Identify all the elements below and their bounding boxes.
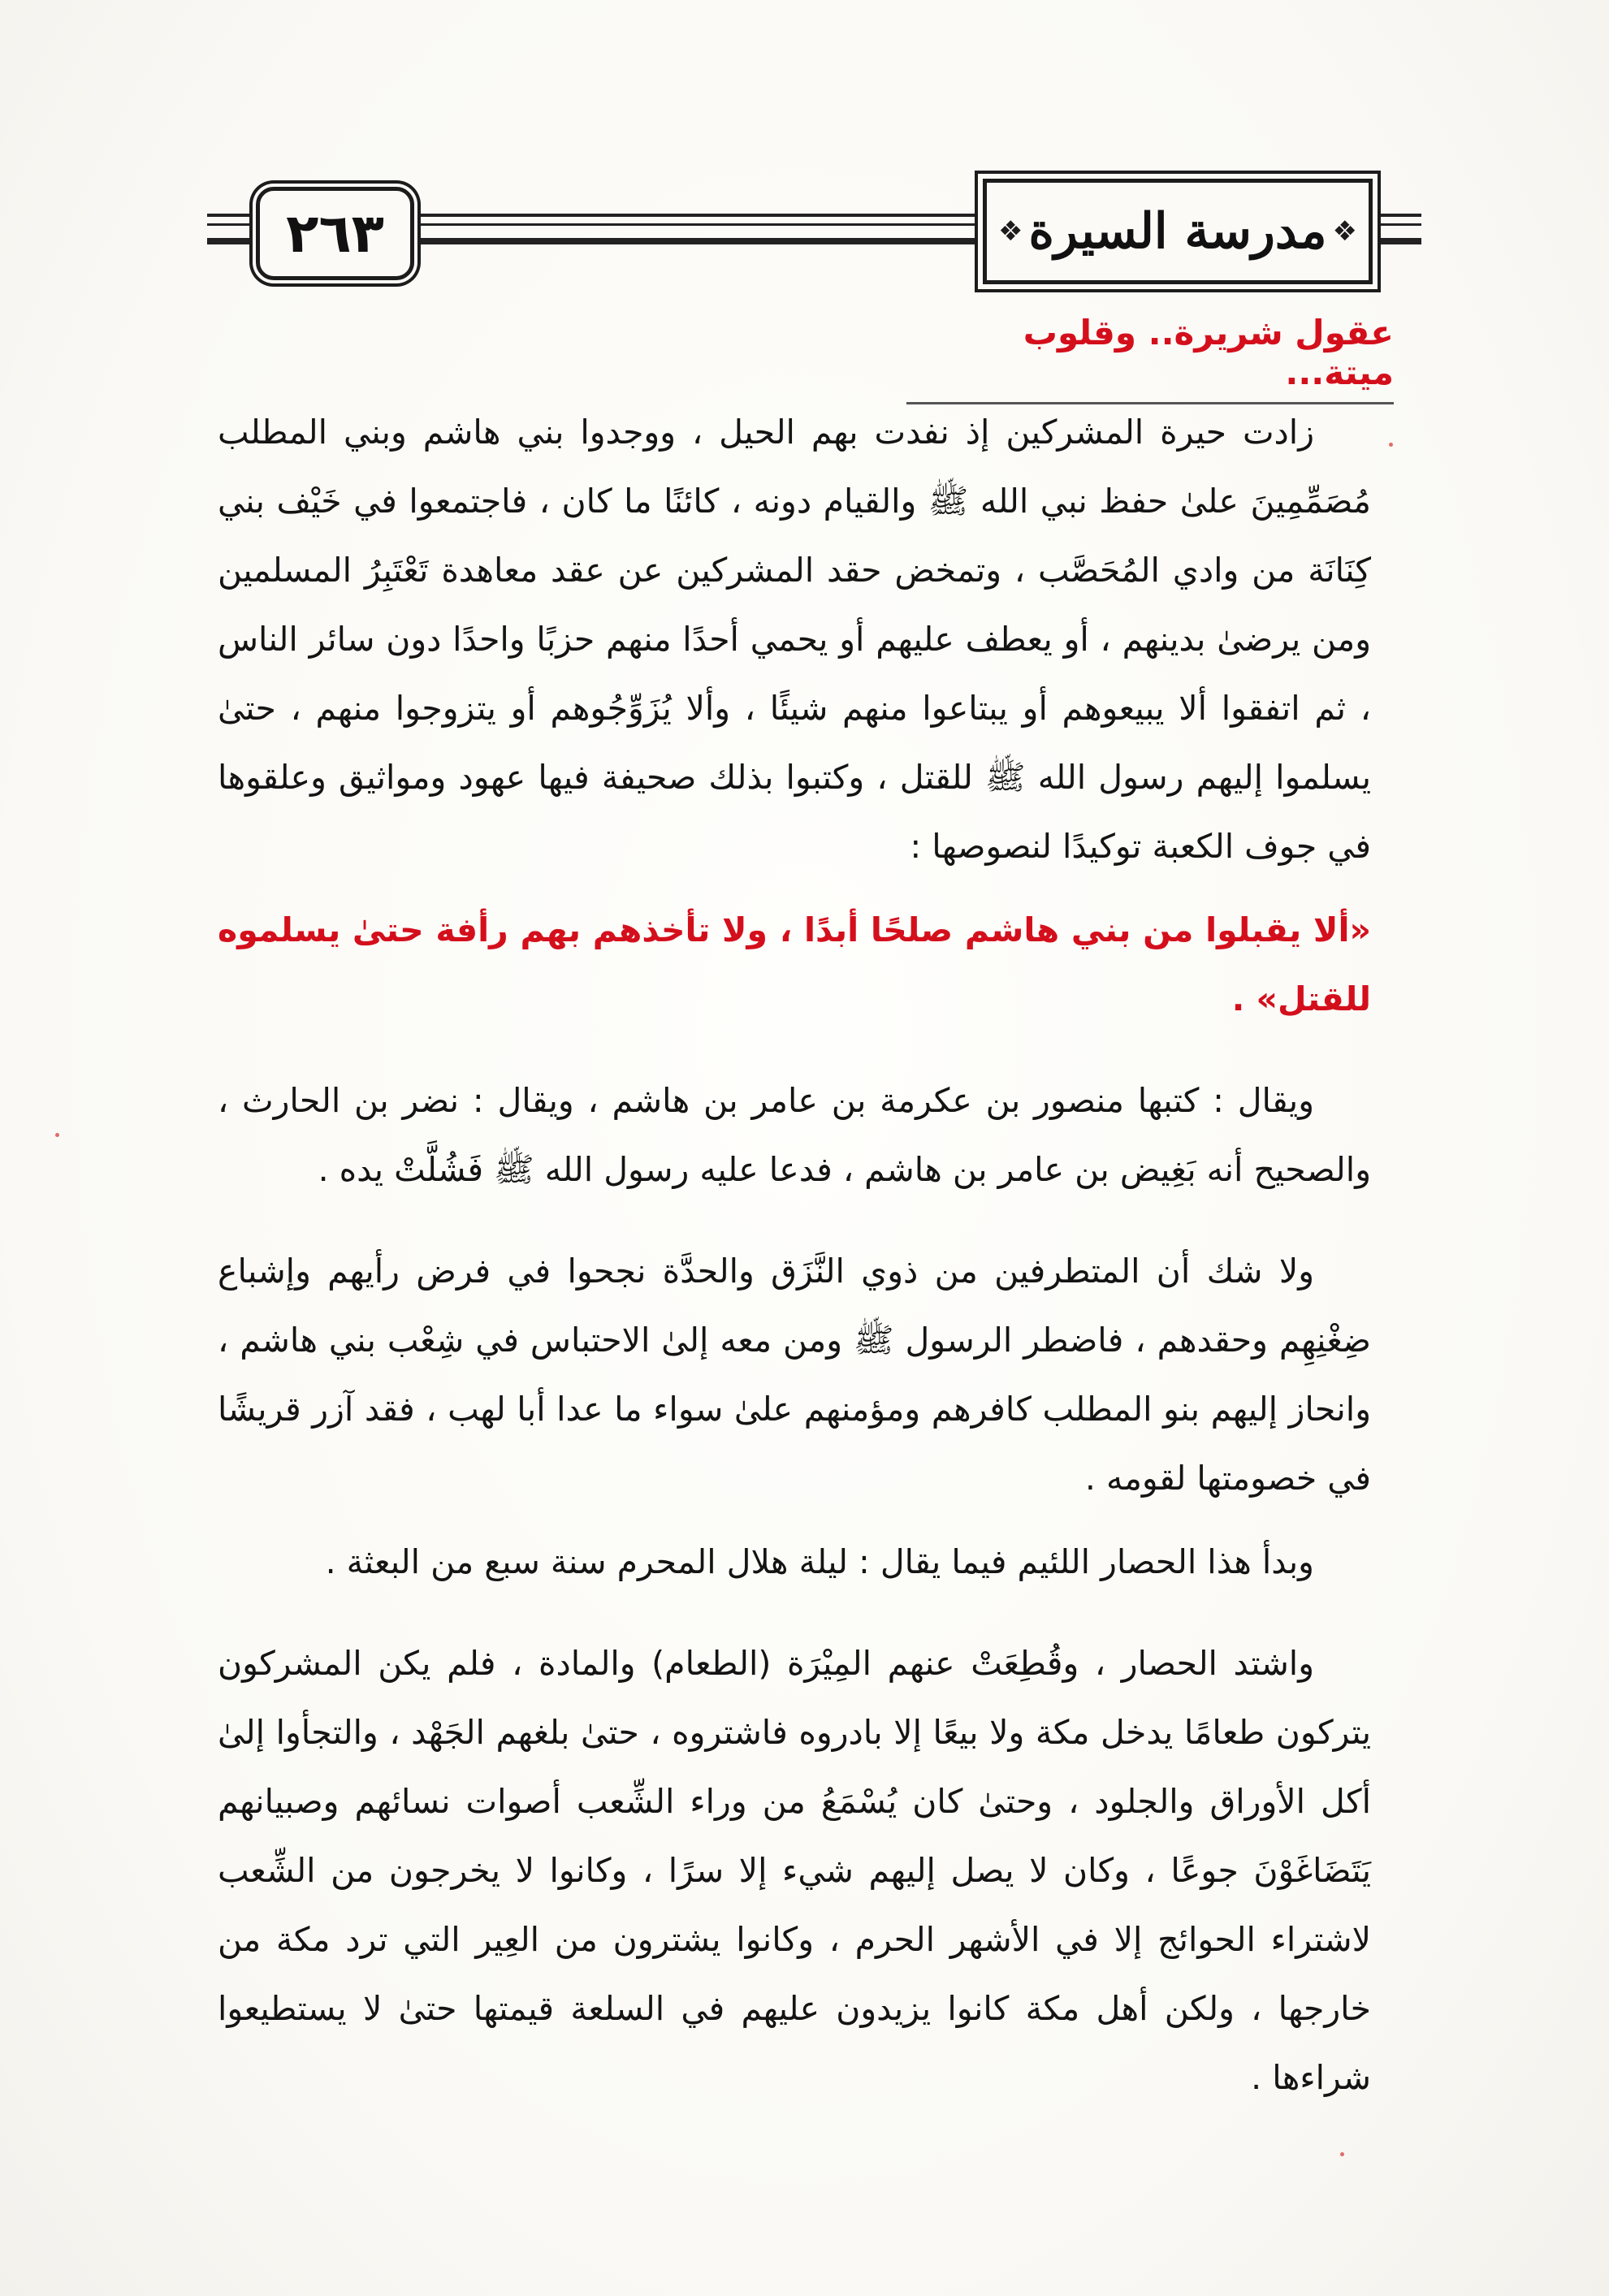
quote-paragraph: «ألا يقبلوا من بني هاشم صلحًا أبدًا ، ولا تأخذهم بهم رأفة حتىٰ يسلموه للقتل» . [218,910,1371,1018]
scan-speck [1340,2152,1344,2156]
book-title-frame [983,179,1373,284]
body-text [218,398,1371,2127]
page-number-frame [256,187,414,280]
ornament-icon: ❖ [998,215,1023,248]
book-title: مدرسة السيرة [1028,203,1327,260]
section-heading: عقول شريرة.. وقلوب ميتة... [906,313,1394,404]
scan-speck [1389,443,1393,447]
paragraph: واشتد الحصار ، وقُطِعَتْ عنهم المِيْرَة (الطعام) والمادة ، فلم يكن المشركون يتركون طعامًا يدخل مكة ولا بيعًا إلا بادروه فاشتروه ، حتىٰ بلغهم الجَهْد ، والتجأوا إلىٰ أكل الأوراق والجلود ، وحتىٰ كان يُسْمَعُ من وراء الشِّعب أصوات نسائهم وصبيانهم يَتَضَاغَوْنَ جوعًا ، وكان لا يصل إليهم شيء إلا سرًا ، وكانوا لا يخرجون من الشِّعب لاشتراء الحوائج إلا في الأشهر الحرم ، وكانوا يشترون من العِير التي ترد مكة من خارجها ، ولكن أهل مكة كانوا يزيدون عليهم في السلعة قيمتها حتىٰ لا يستطيعوا شراءها . [218,1644,1371,2097]
ornament-icon: ❖ [1332,215,1357,248]
page-number: ٢٦٣ [286,202,384,265]
scan-speck [55,1133,59,1137]
paragraph: ويقال : كتبها منصور بن عكرمة بن عامر بن هاشم ، ويقال : نضر بن الحارث ، والصحيح أنه بَغِيض بن عامر بن هاشم ، فدعا عليه رسول الله ﷺ فَشُلَّتْ يده . [218,1081,1371,1189]
paragraph: وبدأ هذا الحصار اللئيم فيما يقال : ليلة هلال المحرم سنة سبع من البعثة . [325,1542,1314,1581]
paragraph: ولا شك أن المتطرفين من ذوي النَّزَق والحدَّة نجحوا في فرض رأيهم وإشباع ضِغْنِهِم وحقدهم ، فاضطر الرسول ﷺ ومن معه إلىٰ الاحتباس في شِعْب بني هاشم ، وانحاز إليهم بنو المطلب كافرهم ومؤمنهم علىٰ سواء ما عدا أبا لهب ، فقد آزر قريشًا في خصومتها لقومه . [218,1252,1371,1498]
paragraph: زادت حيرة المشركين إذ نفدت بهم الحيل ، ووجدوا بني هاشم وبني المطلب مُصَمِّمِينَ علىٰ حفظ نبي الله ﷺ والقيام دونه ، كائنًا ما كان ، فاجتمعوا في خَيْف بني كِنَانَة من وادي المُحَصَّب ، وتمخض حقد المشركين عن عقد معاهدة تَعْتَبِرُ المسلمين ومن يرضىٰ بدينهم ، أو يعطف عليهم أو يحمي أحدًا منهم حزبًا واحدًا دون سائر الناس ، ثم اتفقوا ألا يبيعوهم أو يبتاعوا منهم شيئًا ، وألا يُزَوِّجُوهم أو يتزوجوا منهم ، حتىٰ يسلموا إليهم رسول الله ﷺ للقتل ، وكتبوا بذلك صحيفة فيها عهود ومواثيق وعلقوها في جوف الكعبة توكيدًا لنصوصها : [218,413,1371,866]
page-header [207,166,1421,288]
